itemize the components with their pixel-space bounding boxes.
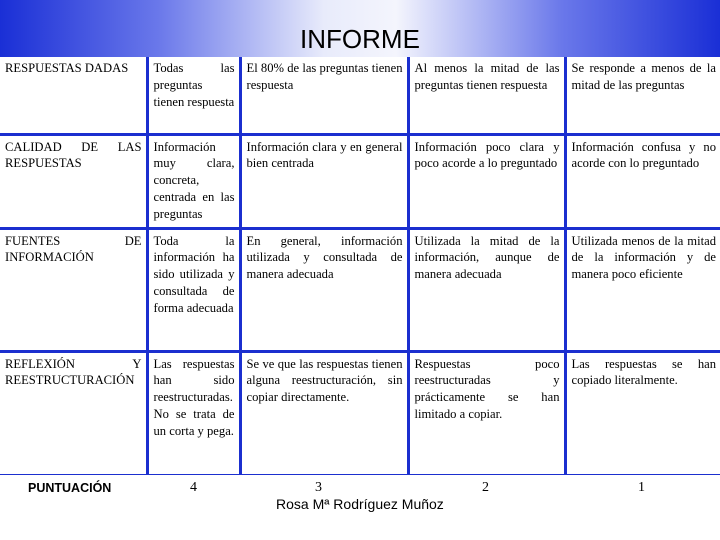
level-2-cell: Utilizada la mitad de la información, aunque de manera adecuada: [408, 228, 565, 351]
level-2-cell: Respuestas poco reestructuradas y prácticamente se han limitado a copiar.: [408, 351, 565, 475]
level-3-cell: El 80% de las preguntas tienen respuesta: [240, 57, 408, 134]
score-level-1: 1: [638, 480, 645, 495]
level-4-cell: Información muy clara, concreta, centrada en las preguntas: [147, 134, 240, 228]
level-4-cell: Las respuestas han sido reestructuradas. No se trata de un corta y pega.: [147, 351, 240, 475]
table-row: [0, 228, 720, 351]
level-2-cell: Al menos la mitad de las preguntas tienen respuesta: [408, 57, 565, 134]
table-row: [0, 134, 720, 228]
criterion-cell: REFLEXIÓN Y REESTRUCTURACIÓN: [0, 351, 147, 475]
score-level-2: 2: [482, 480, 489, 495]
criterion-cell: RESPUESTAS DADAS: [0, 57, 147, 134]
level-3-cell: Se ve que las respuestas tienen alguna reestructuración, sin copiar directamente.: [240, 351, 408, 475]
score-level-3: 3: [315, 480, 322, 495]
level-1-cell: Las respuestas se han copiado literalmente.: [565, 351, 720, 475]
score-label: PUNTUACIÓN: [28, 481, 112, 495]
level-3-cell: En general, información utilizada y consultada de manera adecuada: [240, 228, 408, 351]
criterion-cell: CALIDAD DE LAS RESPUESTAS: [0, 134, 147, 228]
level-1-cell: Se responde a menos de la mitad de las preguntas: [565, 57, 720, 134]
level-4-cell: Todas las preguntas tienen respuesta: [147, 57, 240, 134]
score-row: [0, 475, 720, 540]
rubric-table: [0, 57, 720, 477]
level-2-cell: Información poco clara y poco acorde a lo preguntado: [408, 134, 565, 228]
score-level-4: 4: [190, 480, 197, 495]
level-4-cell: Toda la información ha sido utilizada y consultada de forma adecuada: [147, 228, 240, 351]
level-1-cell: Utilizada menos de la mitad de la información y de manera poco eficiente: [565, 228, 720, 351]
author-name: Rosa Mª Rodríguez Muñoz: [276, 496, 444, 512]
table-row: [0, 351, 720, 475]
page-title: INFORME: [300, 24, 420, 54]
criterion-cell: FUENTES DE INFORMACIÓN: [0, 228, 147, 351]
level-3-cell: Información clara y en general bien centrada: [240, 134, 408, 228]
level-1-cell: Información confusa y no acorde con lo preguntado: [565, 134, 720, 228]
table-row: [0, 57, 720, 134]
